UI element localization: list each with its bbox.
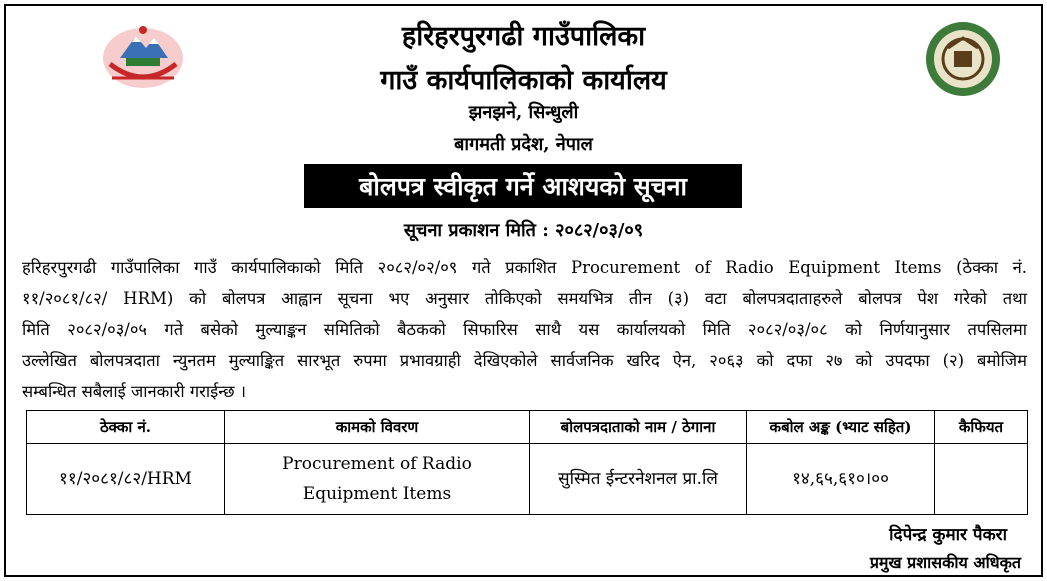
cell-bid-amount: १४,६५,६१०।०० bbox=[747, 444, 935, 515]
body-line: सम्बन्धित सबैलाई जानकारी गराईन्छ । bbox=[22, 382, 247, 401]
office-name: गाउँ कार्यपालिकाको कार्यालय bbox=[380, 65, 667, 96]
notice-body bbox=[22, 252, 1027, 407]
table-row bbox=[27, 444, 1028, 515]
header-bid-amount: कबोल अङ्क (भ्याट सहित) bbox=[747, 411, 935, 444]
province-country: बागमती प्रदेश, नेपाल bbox=[454, 134, 593, 155]
body-line: ११/२०८१/८२/ HRM) को बोलपत्र आह्वान सूचना भए अनुसार तोकिएको समयभित्र तीन (३) वटा बोलपत्रदाताहरुले बोलपत्र पेश गरेको तथा bbox=[22, 289, 1027, 308]
header-work-description: कामको विवरण bbox=[225, 411, 530, 444]
body-line: मिति २०८२/०३/०५ गते बसेको मुल्याङ्कन समितिको बैठकको सिफारिस साथै यस कार्यालयको मिति २०८२/०३/०८ को निर्णयानुसार तपसिलमा bbox=[22, 320, 1027, 339]
notice-title: बोलपत्र स्वीकृत गर्ने आशयको सूचना bbox=[304, 164, 742, 208]
contract-table bbox=[26, 410, 1028, 515]
signatory-designation: प्रमुख प्रशासकीय अधिकृत bbox=[869, 553, 1021, 572]
office-address: झनझने, सिन्धुली bbox=[468, 102, 579, 123]
cell-work-description: Procurement of Radio Equipment Items bbox=[225, 444, 530, 515]
body-line: हरिहरपुरगढी गाउँपालिका गाउँ कार्यपालिकाको मिति २०८२/०२/०९ गते प्रकाशित Procurement of Radio Equipment Items (ठेक्का नं. bbox=[22, 258, 1027, 277]
publish-date: सूचना प्रकाशन मिति : २०८२/०३/०९ bbox=[403, 220, 644, 241]
signatory-name: दिपेन्द्र कुमार पैकरा bbox=[889, 525, 1007, 545]
body-line: उल्लेखित बोलपत्रदाता न्युनतम मुल्याङ्कित सारभूत रुपमा प्रभावग्राही देखिएकोले सार्वजनिक खरिद ऐन, २०६३ को दफा २७ को उपदफा (२) बमोजिम bbox=[22, 351, 1027, 370]
header-contract-no: ठेक्का नं. bbox=[27, 411, 225, 444]
cell-remarks bbox=[935, 444, 1028, 515]
header-bidder-name: बोलपत्रदाताको नाम / ठेगाना bbox=[530, 411, 747, 444]
header-remarks: कैफियत bbox=[935, 411, 1028, 444]
cell-contract-no: ११/२०८१/८२/HRM bbox=[27, 444, 225, 515]
cell-bidder-name: सुस्मित ईन्टरनेशनल प्रा.लि bbox=[530, 444, 747, 515]
table-header-row bbox=[27, 411, 1028, 444]
municipality-name: हरिहरपुरगढी गाउँपालिका bbox=[401, 21, 646, 52]
